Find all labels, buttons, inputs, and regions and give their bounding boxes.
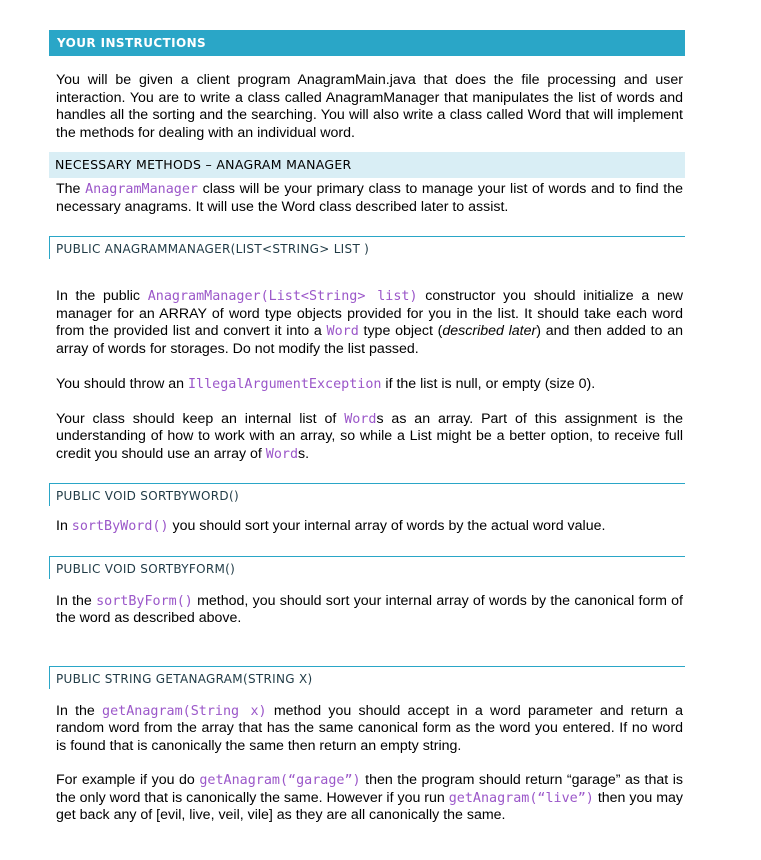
method-header-sortbyword: PUBLIC VOID SORTBYWORD() <box>49 483 685 506</box>
getanagram-paragraph-2: For example if you do getAnagram(“garage”) then the program should return “garage” as that is the only word that is canonically the same. However if you run getAnagram(“live”) then you may get back any of [evil, live, veil, vile] as they are all canonically the same. <box>56 772 684 823</box>
code-getanagram-signature: getAnagram(String x) <box>102 703 267 719</box>
code-word: Word <box>265 446 299 462</box>
section-header-necessary-methods: NECESSARY METHODS – ANAGRAM MANAGER <box>49 152 685 178</box>
code-word: Word <box>326 324 359 339</box>
code-getanagram-live: getAnagram(“live”) <box>448 790 594 806</box>
code-constructor-signature: AnagramManager(List<String> list) <box>147 289 418 304</box>
constructor-paragraph-3: Your class should keep an internal list of Words as an array. Part of this assignment is the understanding of how to work with an array, so while a List might be a better option, to receive full credit you should use an array of Words. <box>56 410 683 462</box>
code-sortbyword: sortByWord() <box>71 519 169 534</box>
code-illegalargumentexception: IllegalArgumentException <box>188 377 382 392</box>
sortbyword-paragraph: In sortByWord() you should sort your internal array of words by the actual word value. <box>56 518 606 534</box>
section-header-instructions: YOUR INSTRUCTIONS <box>49 30 685 56</box>
document-page <box>49 30 685 825</box>
constructor-paragraph-1: In the public AnagramManager(List<String> list) constructor you should initialize a new manager for an ARRAY of word type objects provided for you in the list. It should take each word from the provided list and convert it into a Word type object (described later) and then added to an array of words for storages. Do not modify the list passed. <box>56 288 683 357</box>
intro-paragraph: You will be given a client program AnagramMain.java that does the file processing and user interaction. You are to write a class called AnagramManager that manipulates the list of words and handles all the sorting and the searching. You will also write a class called Word that will implement the methods for dealing with an individual word. <box>56 72 683 141</box>
method-header-sortbyform: PUBLIC VOID SORTBYFORM() <box>49 556 685 579</box>
constructor-paragraph-2: You should throw an IllegalArgumentException if the list is null, or empty (size 0). <box>56 376 596 392</box>
necessary-paragraph: The AnagramManager class will be your primary class to manage your list of words and to find the necessary anagrams. It will use the Word class described later to assist. <box>56 181 683 215</box>
method-header-constructor: PUBLIC ANAGRAMMANAGER(LIST<STRING> LIST ) <box>49 236 685 259</box>
getanagram-paragraph-1: In the getAnagram(String x) method you should accept in a word parameter and return a random word from the array that has the same canonical form as the word you entered. If no word is found that is canonically the same then return an empty string. <box>56 702 683 754</box>
sortbyform-paragraph: In the sortByForm() method, you should sort your internal array of words by the canonical form of the word as described above. <box>56 592 683 626</box>
method-header-getanagram: PUBLIC STRING GETANAGRAM(STRING X) <box>49 666 685 689</box>
code-sortbyform: sortByForm() <box>96 593 193 609</box>
code-anagrammanager: AnagramManager <box>85 182 198 197</box>
code-word: Word <box>344 411 377 427</box>
code-getanagram-garage: getAnagram(“garage”) <box>199 773 361 788</box>
